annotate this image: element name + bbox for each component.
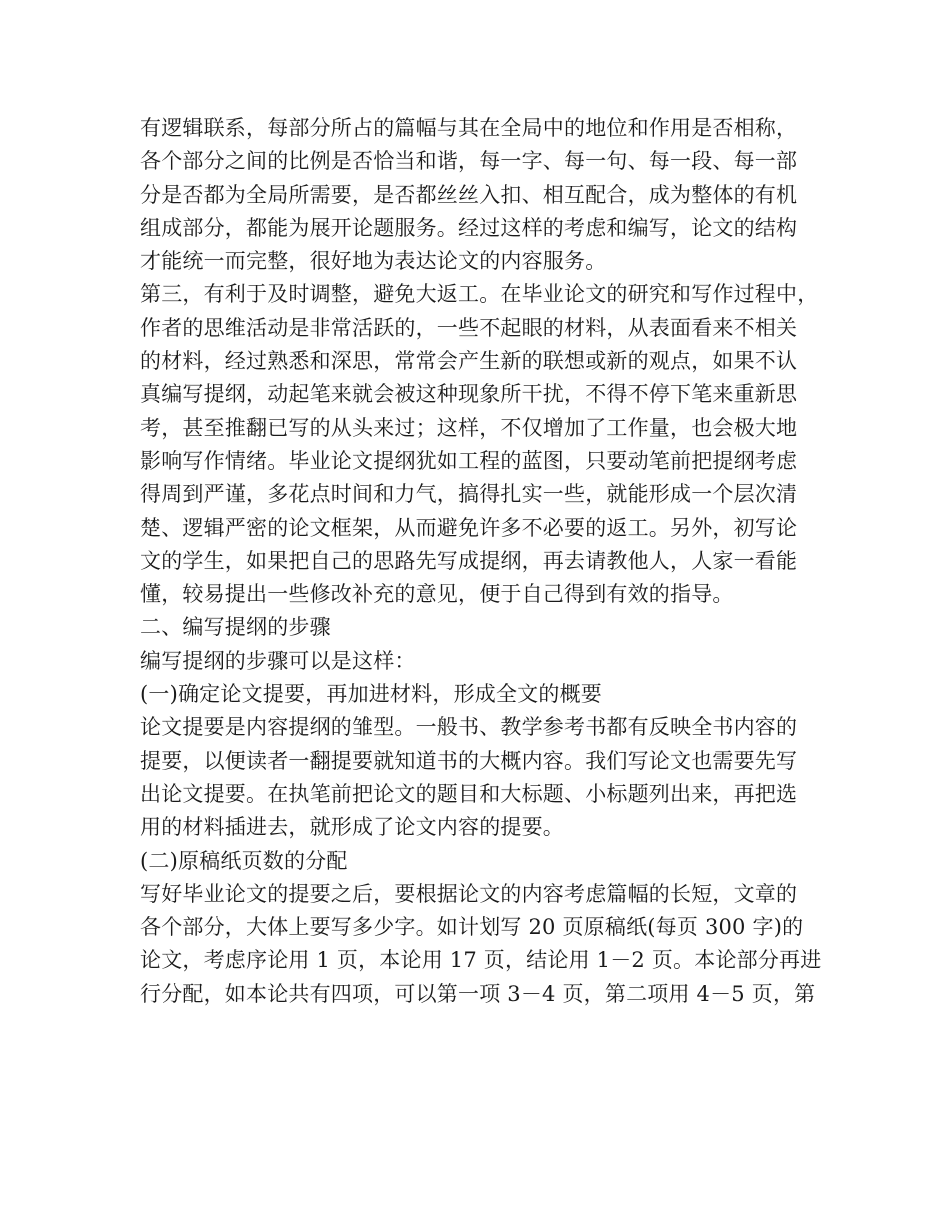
- text-line: 懂，较易提出一些修改补充的意见，便于自己得到有效的指导。: [140, 582, 734, 607]
- text-line: 编写提纲的步骤可以是这样：: [140, 648, 416, 673]
- text-line: 提要，以便读者一翻提要就知道书的大概内容。我们写论文也需要先写: [140, 748, 798, 773]
- text-line: 组成部分，都能为展开论题服务。经过这样的考虑和编写，论文的结构: [140, 215, 798, 240]
- text-line: 文的学生，如果把自己的思路先写成提纲，再去请教他人，人家一看能: [140, 548, 798, 573]
- text-line: 有逻辑联系，每部分所占的篇幅与其在全局中的地位和作用是否相称，: [140, 116, 798, 140]
- text-line: 考，甚至推翻已写的从头来过；这样，不仅增加了工作量，也会极大地: [140, 415, 798, 440]
- text-line: 得周到严谨，多花点时间和力气，搞得扎实一些，就能形成一个层次清: [140, 482, 798, 507]
- document-body: [140, 112, 830, 1011]
- text-line: 真编写提纲，动起笔来就会被这种现象所干扰，不得不停下笔来重新思: [140, 382, 798, 407]
- text-line: 分是否都为全局所需要，是否都丝丝入扣、相互配合，成为整体的有机: [140, 182, 798, 207]
- text-line: 写好毕业论文的提要之后，要根据论文的内容考虑篇幅的长短，文章的: [140, 881, 798, 906]
- subsection-heading: (二)原稿纸页数的分配: [140, 848, 348, 873]
- text-line: 用的材料插进去，就形成了论文内容的提要。: [140, 815, 564, 840]
- text-line: 作者的思维活动是非常活跃的，一些不起眼的材料，从表面看来不相关: [140, 315, 798, 340]
- text-line: 各个部分，大体上要写多少字。如计划写 20 页原稿纸(每页 300 字)的: [140, 915, 804, 940]
- text-line: 才能统一而完整，很好地为表达论文的内容服务。: [140, 249, 607, 274]
- text-line: 楚、逻辑严密的论文框架，从而避免许多不必要的返工。另外，初写论: [140, 515, 798, 540]
- text-line: 影响写作情绪。毕业论文提纲犹如工程的蓝图，只要动笔前把提纲考虑: [140, 448, 798, 473]
- text-line: 第三，有利于及时调整，避免大返工。在毕业论文的研究和写作过程中，: [140, 282, 819, 307]
- subsection-heading: (一)确定论文提要，再加进材料，形成全文的概要: [140, 682, 602, 707]
- text-line: 出论文提要。在执笔前把论文的题目和大标题、小标题列出来，再把选: [140, 781, 798, 806]
- text-line: 的材料，经过熟悉和深思，常常会产生新的联想或新的观点，如果不认: [140, 349, 798, 374]
- text-line: 各个部分之间的比例是否恰当和谐，每一字、每一句、每一段、每一部: [140, 149, 798, 174]
- text-line: 论文提要是内容提纲的雏型。一般书、教学参考书都有反映全书内容的: [140, 715, 798, 740]
- text-line: 行分配，如本论共有四项，可以第一项 3－4 页，第二项用 4－5 页，第: [140, 981, 816, 1006]
- section-heading: 二、编写提纲的步骤: [140, 615, 331, 640]
- text-line: 论文，考虑序论用 1 页，本论用 17 页，结论用 1－2 页。本论部分再进: [140, 948, 822, 973]
